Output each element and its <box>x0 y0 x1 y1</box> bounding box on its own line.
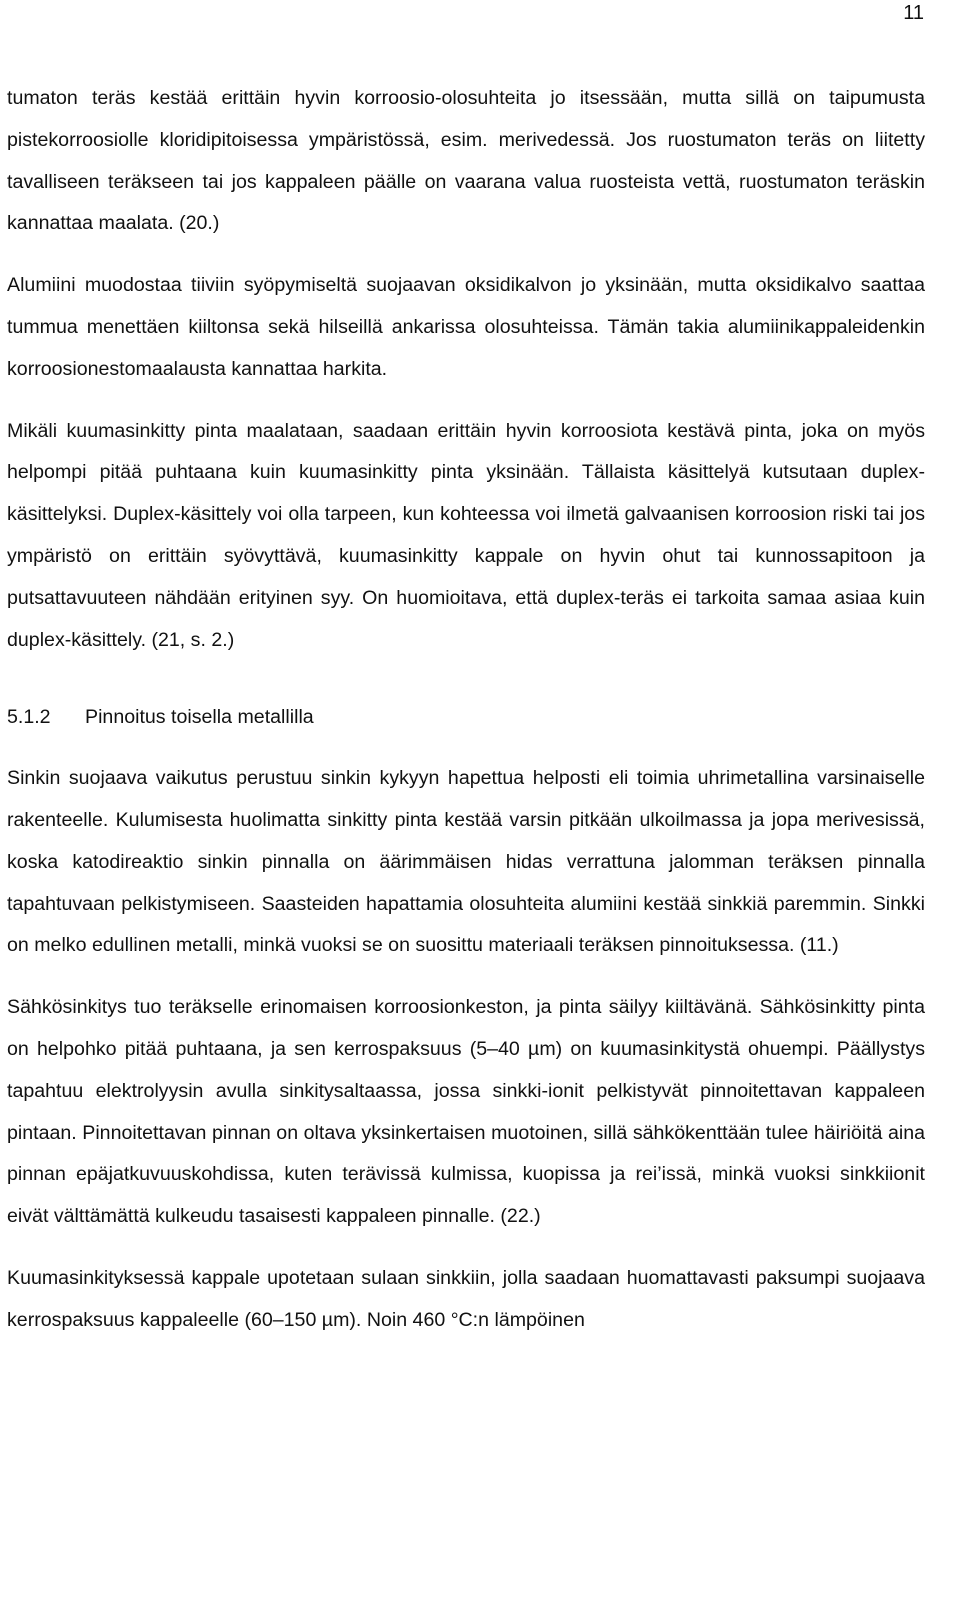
paragraph-duplex: Mikäli kuumasinkitty pinta maalataan, saadaan erittäin hyvin korroosiota kestävä pinta, joka on myös helpompi pitää puhtaana kuin kuumasinkitty pinta yksinään. Tällaista käsittelyä kutsutaan duplex-käsittelyksi. Duplex-käsittely voi olla tarpeen, kun kohteessa voi ilmetä galvaanisen korroosion riski tai jos ympäristö on erittäin syövyttävä, kuumasinkitty kappale on hyvin ohut tai kunnossapitoon ja putsattavuuteen nähdään erityinen syy. On huomioitava, että duplex-teräs ei tarkoita samaa asiaa kuin duplex-käsittely. (21, s. 2.) <box>7 419 925 651</box>
section-number: 5.1.2 <box>7 706 51 729</box>
paragraph-zinc-protection: Sinkin suojaava vaikutus perustuu sinkin kykyyn hapettua helposti eli toimia uhrimetallina varsinaiselle rakenteelle. Kulumisesta huolimatta sinkitty pinta kestää varsin pitkään ulkoilmassa ja jopa merivesissä, koska katodireaktio sinkin pinnalla on äärimmäisen hidas verrattuna jalomman teräksen pinnalla tapahtuvaan pelkistymiseen. Saasteiden hapattamia olosuhteita alumiini kestää sinkkiä paremmin. Sinkki on melko edullinen metalli, minkä vuoksi se on suosittu materiaali teräksen pinnoituksessa. (11.) <box>7 767 925 957</box>
paragraph-stainless-steel: tumaton teräs kestää erittäin hyvin korroosio-olosuhteita jo itsessään, mutta sillä on taipumusta pistekorroosiolle kloridipitoisessa ympäristössä, esim. merivedessä. Jos ruostumaton teräs on liitetty tavalliseen teräkseen tai jos kappaleen päälle on vaarana valua ruosteista vettä, ruostumaton teräskin kannattaa maalata. (20.) <box>7 87 925 235</box>
page-number: 11 <box>903 2 924 24</box>
paragraph-hot-dip-galvanizing: Kuumasinkityksessä kappale upotetaan sulaan sinkkiin, jolla saadaan huomattavasti paksumpi suojaava kerrospaksuus kappaleelle (60–150 µm). Noin 460 °C:n lämpöinen <box>7 1266 925 1331</box>
document-body <box>7 78 925 1342</box>
section-title: Pinnoitus toisella metallilla <box>85 706 314 729</box>
paragraph-aluminium: Alumiini muodostaa tiiviin syöpymiseltä suojaavan oksidikalvon jo yksinään, mutta oksidikalvo saattaa tummua menettäen kiiltonsa sekä hilseillä ankarissa olosuhteissa. Tämän takia alumiinikappaleidenkin korroosionestomaalausta kannattaa harkita. <box>7 274 925 380</box>
paragraph-electrogalvanizing: Sähkösinkitys tuo teräkselle erinomaisen korroosionkeston, ja pinta säilyy kiiltävänä. Sähkösinkitty pinta on helpohko pitää puhtaana, ja sen kerrospaksuus (5–40 µm) on kuumasinkitystä ohuempi. Päällystys tapahtuu elektrolyysin avulla sinkitysaltaassa, jossa sinkki-ionit pelkistyvät pinnoitettavan kappaleen pintaan. Pinnoitettavan pinnan on oltava yksinkertaisen muotoinen, sillä sähkökenttään tulee häiriöitä aina pinnan epäjatkuvuuskohdissa, kuten terävissä kulmissa, kuopissa ja rei’issä, minkä vuoksi sinkkiionit eivät välttämättä kulkeudu tasaisesti kappaleen pinnalle. (22.) <box>7 996 925 1228</box>
section-heading <box>7 697 925 739</box>
